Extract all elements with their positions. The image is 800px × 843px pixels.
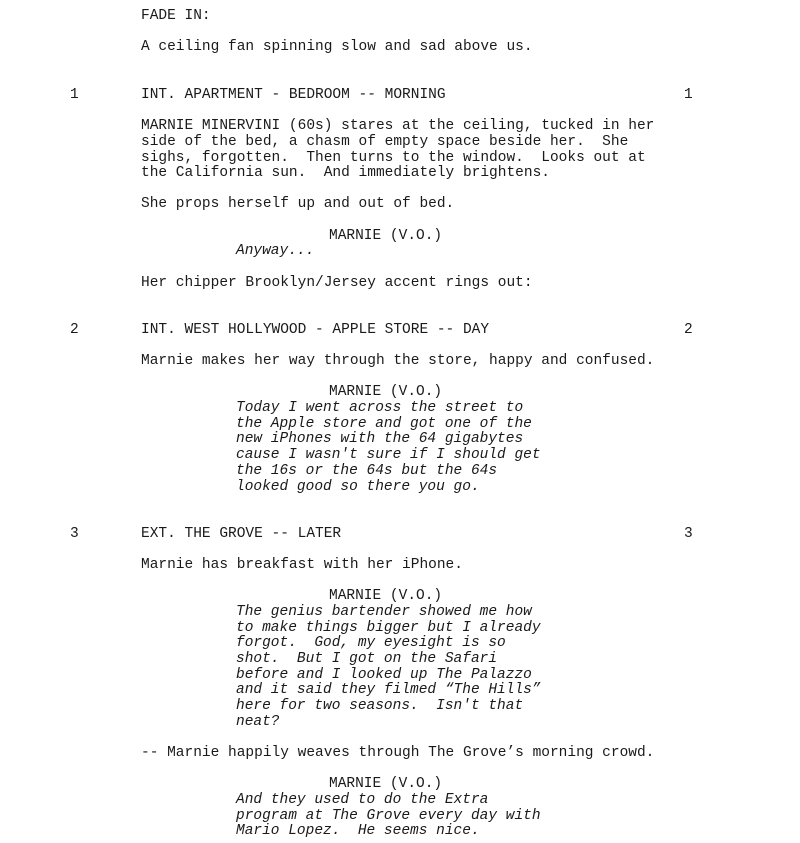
dialogue-line: Today I went across the street to: [236, 400, 524, 416]
dialogue-line: new iPhones with the 64 gigabytes: [236, 431, 524, 447]
dialogue-line: cause I wasn't sure if I should get: [236, 447, 541, 463]
action-line: Marnie makes her way through the store, happy and confused.: [141, 353, 655, 369]
dialogue-line: before and I looked up The Palazzo: [236, 667, 532, 683]
dialogue-line: And they used to do the Extra: [236, 792, 489, 808]
dialogue-line: the 16s or the 64s but the 64s: [236, 463, 498, 479]
dialogue-line: forgot. God, my eyesight is so: [236, 635, 506, 651]
action-line: the California sun. And immediately brightens.: [141, 165, 550, 181]
dialogue-line: program at The Grove every day with: [236, 808, 541, 824]
character-cue: MARNIE (V.O.): [329, 384, 443, 400]
dialogue-line: here for two seasons. Isn't that: [236, 698, 524, 714]
character-cue: MARNIE (V.O.): [329, 588, 443, 604]
scene-heading: EXT. THE GROVE -- LATER: [141, 526, 342, 542]
character-cue: MARNIE (V.O.): [329, 776, 443, 792]
scene-number-left: 1: [70, 87, 79, 103]
transition-fade-in: FADE IN:: [141, 8, 211, 24]
dialogue-line: Anyway...: [236, 243, 315, 259]
action-line: MARNIE MINERVINI (60s) stares at the ceiling, tucked in her: [141, 118, 655, 134]
dialogue-line: the Apple store and got one of the: [236, 416, 532, 432]
scene-heading: INT. WEST HOLLYWOOD - APPLE STORE -- DAY: [141, 322, 490, 338]
scene-number-left: 2: [70, 322, 79, 338]
dialogue-line: The genius bartender showed me how: [236, 604, 532, 620]
action-line: Marnie has breakfast with her iPhone.: [141, 557, 463, 573]
scene-number-right: 3: [684, 526, 693, 542]
scene-number-right: 2: [684, 322, 693, 338]
opening-action: A ceiling fan spinning slow and sad above us.: [141, 39, 533, 55]
character-cue: MARNIE (V.O.): [329, 228, 443, 244]
scene-number-left: 3: [70, 526, 79, 542]
action-line: sighs, forgotten. Then turns to the window. Looks out at: [141, 150, 646, 166]
dialogue-line: Mario Lopez. He seems nice.: [236, 823, 480, 839]
action-line: -- Marnie happily weaves through The Grove’s morning crowd.: [141, 745, 655, 761]
scene-heading: INT. APARTMENT - BEDROOM -- MORNING: [141, 87, 446, 103]
dialogue-line: neat?: [236, 714, 280, 730]
scene-number-right: 1: [684, 87, 693, 103]
action-line: She props herself up and out of bed.: [141, 196, 455, 212]
dialogue-line: to make things bigger but I already: [236, 620, 541, 636]
dialogue-line: looked good so there you go.: [236, 479, 480, 495]
dialogue-line: shot. But I got on the Safari: [236, 651, 498, 667]
action-line: side of the bed, a chasm of empty space beside her. She: [141, 134, 629, 150]
dialogue-line: and it said they filmed “The Hills”: [236, 682, 541, 698]
action-line: Her chipper Brooklyn/Jersey accent rings out:: [141, 275, 533, 291]
